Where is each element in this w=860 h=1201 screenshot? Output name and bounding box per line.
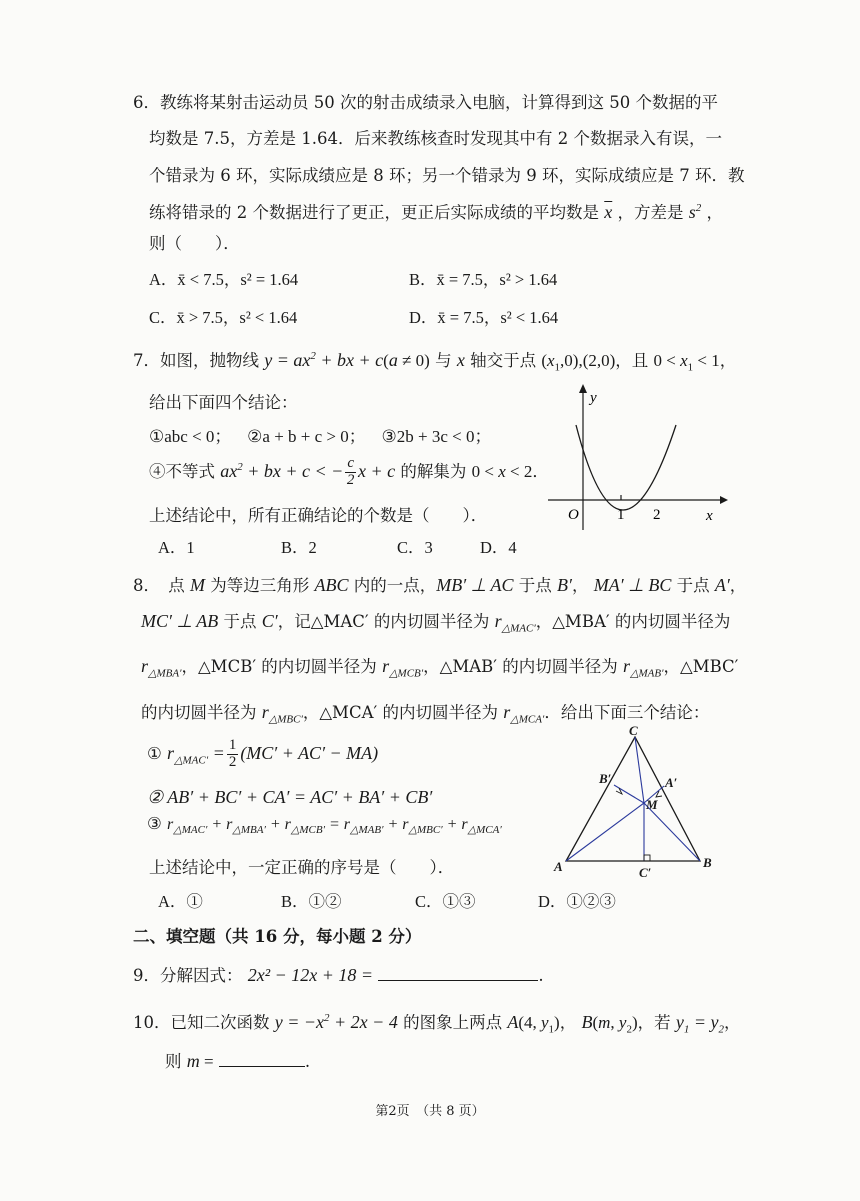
graph-label-y: y bbox=[590, 390, 597, 406]
q6-line-4-text-a: 练将错录的 2 个数据进行了更正，更正后实际成绩的平均数是 bbox=[149, 203, 599, 222]
q8-line-1-text-b: 为等边三角形 bbox=[210, 576, 310, 595]
q7-intersection-points: $(x_1,0),(2,0)$ bbox=[541, 351, 616, 374]
q7-parabola-eq: $y = ax^2$ + bx + c bbox=[264, 350, 384, 370]
q7-question: 上述结论中，所有正确结论的个数是（ ）． bbox=[149, 506, 488, 525]
q7-line-1: 7．如图，抛物线 $y = ax^2$ + bx + c(a ≠ 0) 与 x 轴交于点 $(x_1,0),(2,0)$，且 $0 < x_1 < 1$， bbox=[133, 350, 737, 374]
q8-conclusion-3: ③ $r_{\triangle MAC'} + r_{\triangle MBA'} + r_{\triangle MCB'} = r_{\triangle MAB'} + r_{\triangle MBC'} + r_{\triangle MCA'}$ bbox=[147, 814, 502, 837]
label-m: M bbox=[646, 797, 658, 812]
q8-line-1-text-d: 于点 bbox=[518, 576, 552, 595]
q10-line-2: 则 m = . bbox=[165, 1051, 311, 1071]
q7-conclusions-row bbox=[149, 428, 491, 446]
right-angle-c1 bbox=[644, 855, 650, 861]
q7-line-2: 给出下面四个结论： bbox=[149, 393, 298, 412]
label-c: C bbox=[629, 725, 638, 738]
q7-x1-range: $0 < x_1 < 1$ bbox=[653, 351, 720, 374]
triangle-abc bbox=[566, 737, 700, 861]
q6-line-2: 均数是 7.5，方差是 1.64．后来教练核查时发现其中有 2 个数据录入有误，一 bbox=[149, 129, 722, 148]
q7-conclusion-4-text-a: ④不等式 bbox=[149, 461, 215, 481]
q6-option-d: D．x̄ = 7.5，s² < 1.64 bbox=[409, 308, 559, 327]
q8-line-3: $r_{\triangle MBA'}$，△MCB′ 的内切圆半径为 $r_{\triangle MCB'}$，△MAB′ 的内切圆半径为 $r_{\triangle MAB'}$，△MBC′ bbox=[141, 656, 739, 680]
q8-triangle-figure bbox=[548, 725, 723, 880]
q8-line-3-text-c: ，△MBC′ bbox=[663, 657, 739, 676]
q6-line-4-text-b: ，方差是 bbox=[617, 203, 684, 222]
q8-line-4-text-c: ．给出下面三个结论： bbox=[544, 703, 710, 722]
label-a: A bbox=[554, 859, 563, 874]
q8-option-b: B．①② bbox=[281, 892, 342, 911]
graph-label-x: x bbox=[706, 508, 713, 524]
q8-line-4-text-a: 的内切圆半径为 bbox=[141, 703, 257, 722]
q8-line-1-text-a: 8． 点 bbox=[133, 576, 185, 595]
graph-label-origin: O bbox=[568, 507, 579, 523]
label-b: B bbox=[703, 855, 712, 870]
q8-line-2-text-a: 于点 bbox=[223, 612, 257, 631]
q10-line-1-text-a: 10．已知二次函数 bbox=[133, 1013, 270, 1032]
q8-option-c: C．①③ bbox=[415, 892, 476, 911]
q8-line-2-text-b: ，记△MAC′ 的内切圆半径为 bbox=[277, 612, 490, 631]
graph-x-arrow bbox=[720, 496, 728, 504]
section-2-title: 二、填空题（共 16 分，每小题 2 分） bbox=[133, 927, 422, 946]
q8-line-2-text-c: ，△MBA′ 的内切圆半径为 bbox=[535, 612, 731, 631]
q6-line-1: 6．教练将某射击运动员 50 次的射击成绩录入电脑，计算得到这 50 个数据的平 bbox=[133, 93, 718, 112]
q7-line-1-text-d: ，且 bbox=[615, 351, 649, 370]
q7-x-symbol: x bbox=[456, 350, 465, 370]
page-footer: 第2页 （共 8 页） bbox=[375, 1104, 485, 1119]
q6-variance-symbol: $s^2$ bbox=[688, 202, 702, 222]
q6-mean-symbol: $\overline{x}$ bbox=[604, 202, 613, 222]
q9-answer-blank[interactable] bbox=[378, 966, 538, 981]
q7-conclusion-2: ②a + b + c > 0； bbox=[247, 427, 366, 446]
label-c1: C′ bbox=[639, 865, 652, 880]
q8-line-1: 8． 点 M 为等边三角形 ABC 内的一点，MB′ ⊥ AC 于点 B′， MA′ ⊥ BC 于点 A′， bbox=[133, 575, 747, 595]
q8-conclusion-1: ① $r_{\triangle MAC'}$ = $\frac{1}{2}$ (MC′ + AC′ − MA) bbox=[147, 737, 379, 770]
q7-conclusion-4: ④不等式 $ax^2$ + bx + c < − $\frac{c}{2}$ x + c 的解集为 0 < x < 2． bbox=[149, 455, 549, 488]
q9-line: 9．分解因式： 2x² − 12x + 18 = . bbox=[133, 965, 544, 985]
q8-question: 上述结论中，一定正确的序号是（ ）． bbox=[149, 858, 455, 877]
q7-parabola-graph bbox=[540, 380, 730, 535]
q10-line-1: 10．已知二次函数 $y = -x^2 + 2x - 4$ 的图象上两点 A(4, $y_1$)， B(m, $y_2$)，若 $y_1 = y_2$， bbox=[133, 1012, 741, 1036]
q8-line-1-text-c: 内的一点， bbox=[353, 576, 437, 595]
q6-option-b: B．x̄ = 7.5，s² > 1.64 bbox=[409, 270, 558, 289]
q7-option-b: B．2 bbox=[281, 538, 317, 557]
q9-expression: 2x² − 12x + 18 = bbox=[247, 965, 374, 985]
graph-y-arrow bbox=[579, 384, 587, 393]
label-b1: B′ bbox=[599, 771, 612, 786]
q6-line-5: 则（ ）． bbox=[149, 234, 240, 253]
q6-line-4 bbox=[149, 203, 723, 222]
q8-line-3-text-b: ，△MAB′ 的内切圆半径为 bbox=[423, 657, 618, 676]
q8-line-3-text-a: ，△MCB′ 的内切圆半径为 bbox=[181, 657, 377, 676]
q7-conclusion-1: ①abc < 0； bbox=[149, 427, 232, 446]
q8-line-1-text-e: ， bbox=[571, 576, 589, 595]
q6-line-4-text-c: ， bbox=[706, 203, 724, 222]
segment-mb1 bbox=[614, 785, 644, 803]
q7-option-d: D．4 bbox=[480, 538, 517, 557]
graph-parabola bbox=[576, 425, 676, 510]
q10-line-1-text-b: 的图象上两点 bbox=[403, 1013, 503, 1032]
q7-option-a: A．1 bbox=[158, 538, 195, 557]
q9-prefix: 9．分解因式： bbox=[133, 966, 243, 985]
q7-line-1-text-c: 轴交于点 bbox=[470, 351, 537, 370]
q7-conclusion-3: ③2b + 3c < 0； bbox=[381, 427, 492, 446]
q8-conclusion-2: ② AB′ + BC′ + CA′ = AC′ + BA′ + CB′ bbox=[147, 787, 433, 807]
q6-option-c: C．x̄ > 7.5，s² < 1.64 bbox=[149, 308, 298, 327]
q6-option-a: A．x̄ < 7.5，s² = 1.64 bbox=[149, 270, 299, 289]
q7-line-1-text-b: 与 bbox=[435, 351, 452, 370]
q7-option-c: C．3 bbox=[397, 538, 433, 557]
q6-line-3: 个错录为 6 环，实际成绩应是 8 环；另一个错录为 9 环，实际成绩应是 7 环．教 bbox=[149, 166, 745, 185]
q7-line-1-text-a: 7．如图，抛物线 bbox=[133, 351, 259, 370]
q8-option-a: A．① bbox=[158, 892, 203, 911]
graph-label-one: 1 bbox=[617, 507, 625, 523]
q8-line-4-text-b: ，△MCA′ 的内切圆半径为 bbox=[302, 703, 498, 722]
q7-conclusion-4-text-b: 的解集为 bbox=[400, 461, 467, 481]
label-a1: A′ bbox=[665, 775, 678, 790]
q8-line-4: 的内切圆半径为 $r_{\triangle MBC'}$，△MCA′ 的内切圆半径为 $r_{\triangle MCA'}$．给出下面三个结论： bbox=[141, 702, 710, 726]
segment-ma bbox=[566, 803, 644, 861]
graph-label-two: 2 bbox=[653, 507, 661, 523]
q8-line-2: MC′ ⊥ AB 于点 C′，记△MAC′ 的内切圆半径为 $r_{\triangle MAC'}$，△MBA′ 的内切圆半径为 bbox=[141, 611, 731, 635]
q8-line-1-text-f: 于点 bbox=[676, 576, 710, 595]
q10-answer-blank[interactable] bbox=[219, 1052, 305, 1067]
q8-option-d: D．①②③ bbox=[538, 892, 616, 911]
